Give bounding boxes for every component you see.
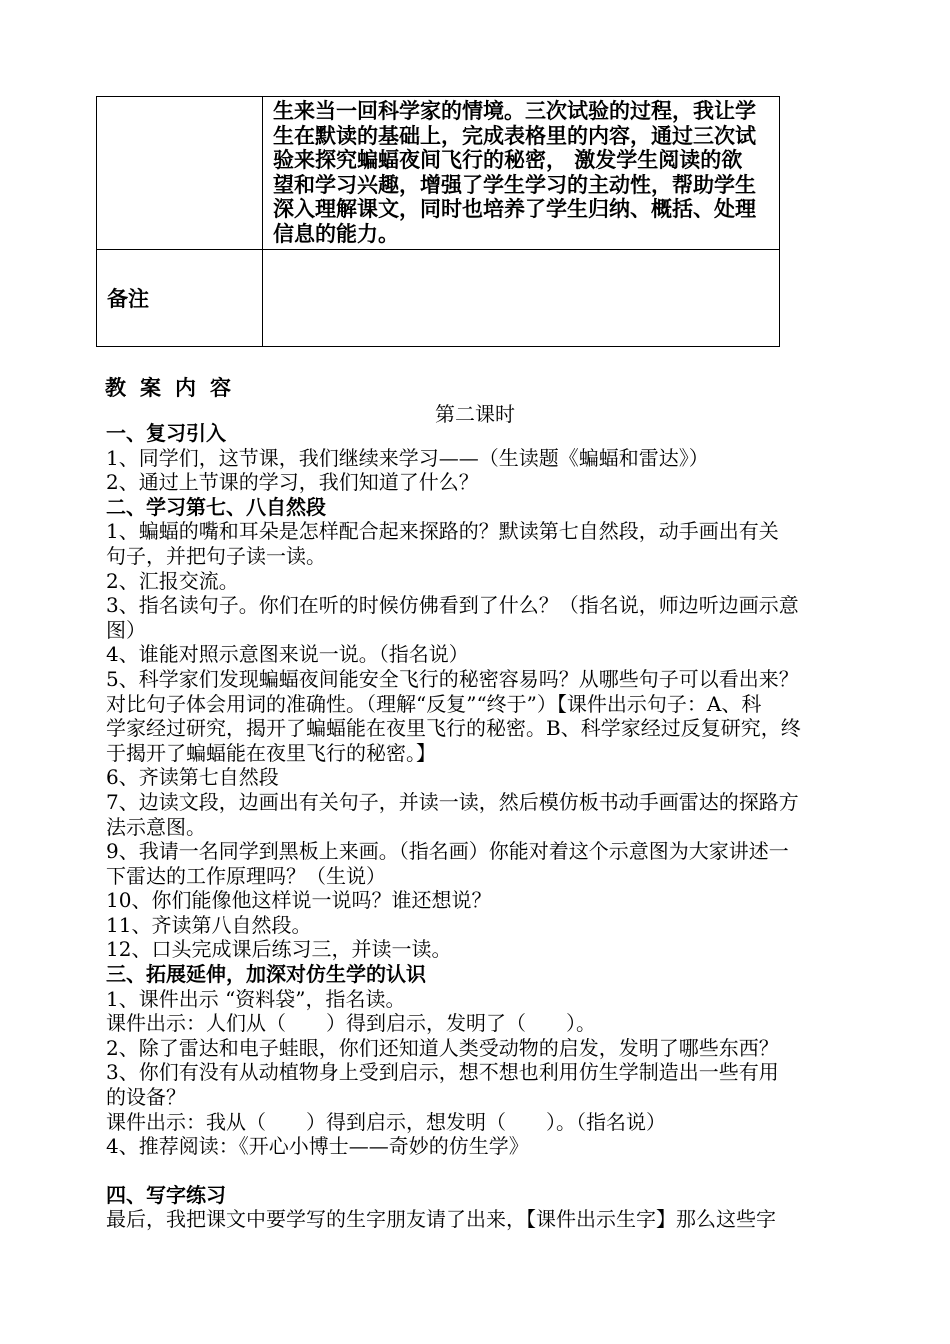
section-heading: 教案内容 xyxy=(105,376,245,400)
content-line: 课件出示：我从（ ）得到启示，想发明（ ）。（指名说） xyxy=(106,1109,666,1134)
reflection-line: 验来探究蝙蝠夜间飞行的秘密， 激发学生阅读的欲 xyxy=(273,147,743,172)
content-line: 3、指名读句子。你们在听的时候仿佛看到了什么？（指名说，师边听边画示意 xyxy=(106,593,799,618)
content-line: 7、边读文段，边画出有关句子，并读一读，然后模仿板书动手画雷达的探路方 xyxy=(106,789,799,814)
section-title: 四、写字练习 xyxy=(106,1182,226,1207)
section-title: 二、学习第七、八自然段 xyxy=(106,494,326,519)
reflection-line: 生来当一回科学家的情境。三次试验的过程，我让学 xyxy=(273,98,756,123)
content-line: 2、除了雷达和电子蛙眼，你们还知道人类受动物的启发，发明了哪些东西？ xyxy=(106,1035,779,1060)
content-line: 1、课件出示 “资料袋”，指名读。 xyxy=(106,986,406,1011)
content-line: 3、你们有没有从动植物身上受到启示，想不想也利用仿生学制造出一些有用 xyxy=(106,1060,779,1085)
content-line: 2、汇报交流。 xyxy=(106,568,239,593)
content-line: 学家经过研究，揭开了蝙蝠能在夜里飞行的秘密。B、科学家经过反复研究，终 xyxy=(106,716,801,741)
content-line: 10、你们能像他这样说一说吗？谁还想说？ xyxy=(106,888,492,913)
content-line: 4、谁能对照示意图来说一说。（指名说） xyxy=(106,642,469,667)
content-line: 的设备？ xyxy=(106,1085,186,1110)
reflection-table xyxy=(96,96,780,347)
content-line: 1、蝙蝠的嘴和耳朵是怎样配合起来探路的？默读第七自然段，动手画出有关 xyxy=(106,519,779,544)
reflection-label-cell xyxy=(97,97,263,250)
lesson-content xyxy=(106,421,866,1232)
lesson-title: 第二课时 xyxy=(435,402,515,426)
content-line: 于揭开了蝙蝠能在夜里飞行的秘密。】 xyxy=(106,740,436,765)
reflection-line: 生在默读的基础上，完成表格里的内容，通过三次试 xyxy=(273,122,756,148)
content-line: 6、齐读第七自然段 xyxy=(106,765,279,790)
content-line: 课件出示：人们从（ ）得到启示，发明了（ ）。 xyxy=(106,1011,596,1036)
blank-line xyxy=(106,1159,866,1183)
content-line: 12、口头完成课后练习三，并读一读。 xyxy=(106,937,452,962)
note-row xyxy=(97,250,780,347)
content-line: 11、齐读第八自然段。 xyxy=(106,912,312,937)
content-line: 最后，我把课文中要学写的生字朋友请了出来，【课件出示生字】那么这些字 xyxy=(106,1207,776,1232)
section-title: 三、拓展延伸，加深对仿生学的认识 xyxy=(106,962,426,987)
content-line: 句子，并把句子读一读。 xyxy=(106,543,326,568)
content-line: 2、通过上节课的学习，我们知道了什么？ xyxy=(106,470,479,495)
content-line: 法示意图。 xyxy=(106,814,206,839)
content-line: 下雷达的工作原理吗？（生说） xyxy=(106,863,386,888)
reflection-line: 深入理解课文，同时也培养了学生归纳、概括、处理 xyxy=(273,196,756,221)
note-label: 备注 xyxy=(97,250,263,347)
reflection-row xyxy=(97,97,780,250)
content-line: 9、我请一名同学到黑板上来画。（指名画）你能对着这个示意图为大家讲述一 xyxy=(106,839,789,864)
content-line: 1、同学们，这节课，我们继续来学习——（生读题《蝙蝠和雷达》） xyxy=(106,445,709,470)
content-line: 对比句子体会用词的准确性。（理解“反复”“终于”）【课件出示句子：A、科 xyxy=(106,691,762,716)
content-line: 4、推荐阅读：《开心小博士——奇妙的仿生学》 xyxy=(106,1134,529,1159)
note-value xyxy=(263,250,780,347)
reflection-line: 望和学习兴趣，增强了学生学习的主动性，帮助学生 xyxy=(273,171,756,197)
reflection-cell xyxy=(263,97,780,250)
section-title: 一、复习引入 xyxy=(106,421,226,445)
content-line: 5、科学家们发现蝙蝠夜间能安全飞行的秘密容易吗？从哪些句子可以看出来？ xyxy=(106,666,799,691)
reflection-line: 信息的能力。 xyxy=(273,220,399,246)
content-line: 图） xyxy=(106,617,146,642)
